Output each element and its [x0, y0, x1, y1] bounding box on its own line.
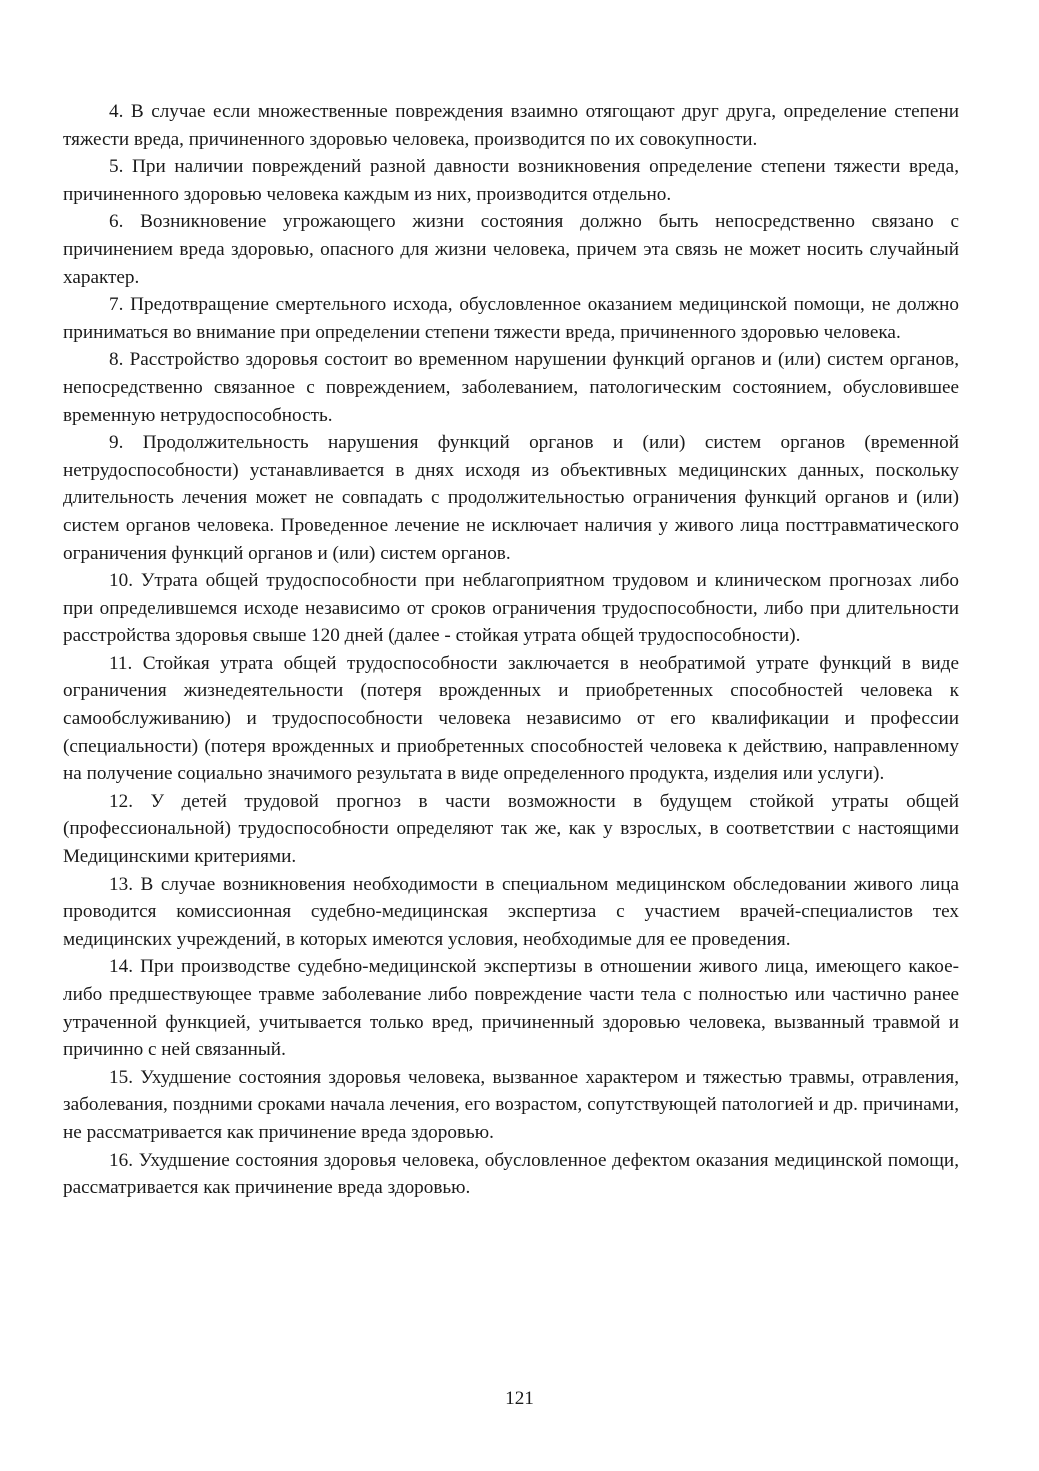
page-number: 121 — [505, 1388, 534, 1409]
paragraph-8: 8. Расстройство здоровья состоит во временном нарушении функций органов и (или) систем органов, непосредственно связанное с повреждением, заболеванием, патологическим состоянием, обусловившее временную нетрудоспособность. — [63, 349, 959, 426]
paragraph-13: 13. В случае возникновения необходимости в специальном медицинском обследовании живого лица проводится комиссионная судебно-медицинская экспертиза с участием врачей-специалистов тех медицинских учреждений, в которых имеются условия, необходимые для ее проведения. — [63, 873, 959, 950]
paragraph-15: 15. Ухудшение состояния здоровья человека, вызванное характером и тяжестью травмы, отравления, заболевания, поздними сроками начала лечения, его возрастом, сопутствующей патологией и др. причинами, не рассматривается как причинение вреда здоровью. — [63, 1066, 959, 1143]
document-body — [63, 98, 959, 1202]
paragraph-9: 9. Продолжительность нарушения функций органов и (или) систем органов (временной нетрудоспособности) устанавливается в днях исходя из объективных медицинских данных, поскольку длительность лечения может не совпадать с продолжительностью ограничения функций органов и (или) систем органов человека. Проведенное лечение не исключает наличия у живого лица посттравматического ограничения функций органов и (или) систем органов. — [63, 432, 959, 564]
paragraph-14: 14. При производстве судебно-медицинской экспертизы в отношении живого лица, имеющего какое-либо предшествующее травме заболевание либо повреждение части тела с полностью или частично ранее утраченной функцией, учитывается только вред, причиненный здоровью человека, вызванный травмой и причинно с ней связанный. — [63, 956, 959, 1061]
paragraph-4: 4. В случае если множественные повреждения взаимно отягощают друг друга, определение степени тяжести вреда, причиненного здоровью человека, производится по их совокупности. — [63, 101, 959, 150]
paragraph-6: 6. Возникновение угрожающего жизни состояния должно быть непосредственно связано с причинением вреда здоровью, опасного для жизни человека, причем эта связь не может носить случайный характер. — [63, 211, 959, 288]
paragraph-12: 12. У детей трудовой прогноз в части возможности в будущем стойкой утраты общей (профессиональной) трудоспособности определяют так же, как у взрослых, в соответствии с настоящими Медицинскими критериями. — [63, 790, 959, 868]
paragraph-10: 10. Утрата общей трудоспособности при неблагоприятном трудовом и клиническом прогнозах либо при определившемся исходе независимо от сроков ограничения трудоспособности, либо при длительности расстройства здоровья свыше 120 дней (далее - стойкая утрата общей трудоспособности). — [63, 570, 959, 647]
paragraph-11: 11. Стойкая утрата общей трудоспособности заключается в необратимой утрате функций в виде ограничения жизнедеятельности (потеря врожденных и приобретенных способностей человека к самообслуживанию) и трудоспособности человека независимо от его квалификации и профессии (специальности) (потеря врожденных и приобретенных способностей человека к действию, направленному на получение социально значимого результата в виде определенного продукта, изделия или услуги). — [63, 652, 959, 785]
paragraph-7: 7. Предотвращение смертельного исхода, обусловленное оказанием медицинской помощи, не должно приниматься во внимание при определении степени тяжести вреда, причиненного здоровью человека. — [63, 294, 959, 343]
paragraph-16: 16. Ухудшение состояния здоровья человека, обусловленное дефектом оказания медицинской помощи, рассматривается как причинение вреда здоровью. — [63, 1149, 959, 1199]
paragraph-5: 5. При наличии повреждений разной давности возникновения определение степени тяжести вреда, причиненного здоровью человека каждым из них, производится отдельно. — [63, 156, 959, 205]
